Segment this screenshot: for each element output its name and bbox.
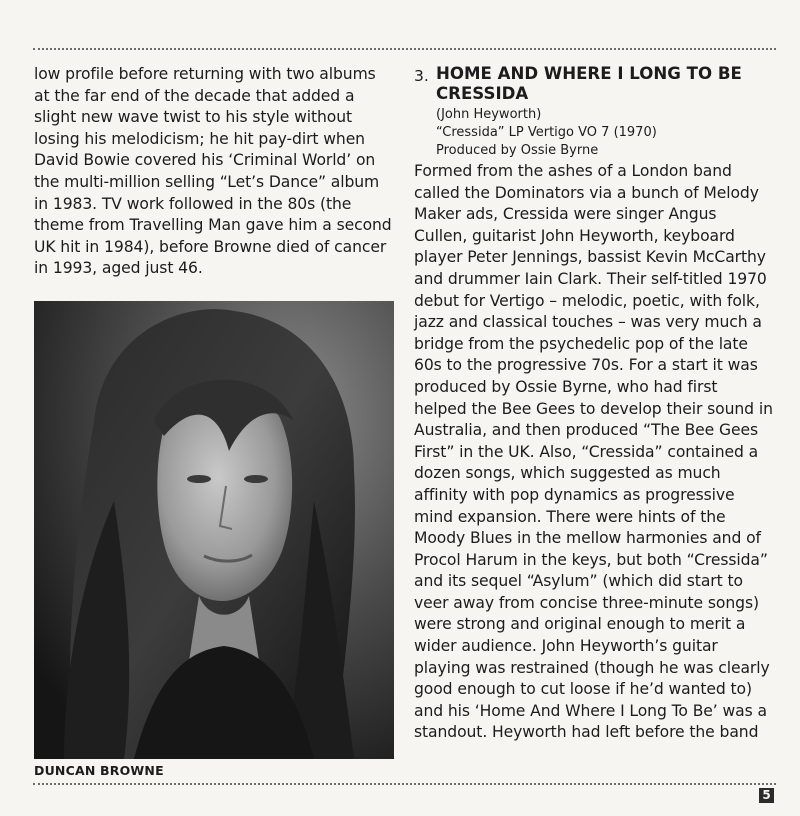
page-number: 5 [759, 788, 774, 803]
credit-songwriter: (John Heyworth) [436, 107, 542, 122]
track-title-line-2: CRESSIDA [436, 84, 529, 103]
credit-release: “Cressida” LP Vertigo VO 7 (1970) [436, 125, 657, 140]
left-column [34, 64, 394, 280]
right-column [414, 64, 774, 744]
portrait-illustration [34, 301, 394, 759]
track-title-line-1: HOME AND WHERE I LONG TO BE [436, 64, 742, 83]
bottom-dotted-rule [33, 783, 776, 785]
photo-caption: DUNCAN BROWNE [34, 763, 164, 778]
credit-producer: Produced by Ossie Byrne [436, 143, 599, 158]
top-dotted-rule [33, 48, 776, 50]
right-paragraph: Formed from the ashes of a London band called the Dominators via a bunch of Melody Maker ads, Cressida were singer Angus Cullen, guitarist John Heyworth, keyboard player Peter Jennings, bassist Kevin McCarthy and drummer Iain Clark. Their self-titled 1970 debut for Vertigo – melodic, poetic, with folk, jazz and classical touches – was very much a bridge from the psychedelic pop of the late 60s to the progressive 70s. For a start it was produced by Ossie Byrne, who had first helped the Bee Gees to develop their sound in Australia, and then produced “The Bee Gees First” in the UK. Also, “Cressida” contained a dozen songs, which suggested as much affinity with pop dynamics as progressive mind expansion. There were hints of the Moody Blues in the mellow harmonies and of Procol Harum in the keys, but both “Cressida” and its sequel “Asylum” (which did start to veer away from concise three-minute songs) were strong and original enough to merit a wider audience. John Heyworth’s guitar playing was restrained (though he was clearly good enough to cut loose if he’d wanted to) and his ‘Home And Where I Long To Be’ was a standout. Heyworth had left before the band [414, 162, 773, 742]
duncan-browne-photo [34, 301, 394, 759]
track-title [436, 64, 742, 104]
track-heading [414, 64, 774, 104]
left-paragraph: low profile before returning with two albums at the far end of the decade that added a slight new wave twist to his style without losing his melodicism; he hit pay-dirt when David Bowie covered his ‘Criminal World’ on the multi-million selling “Let’s Dance” album in 1983. TV work followed in the 80s (the theme from Travelling Man gave him a second UK hit in 1984), before Browne died of cancer in 1993, aged just 46. [34, 65, 392, 278]
track-number: 3. [414, 67, 429, 85]
track-credits [436, 106, 774, 160]
